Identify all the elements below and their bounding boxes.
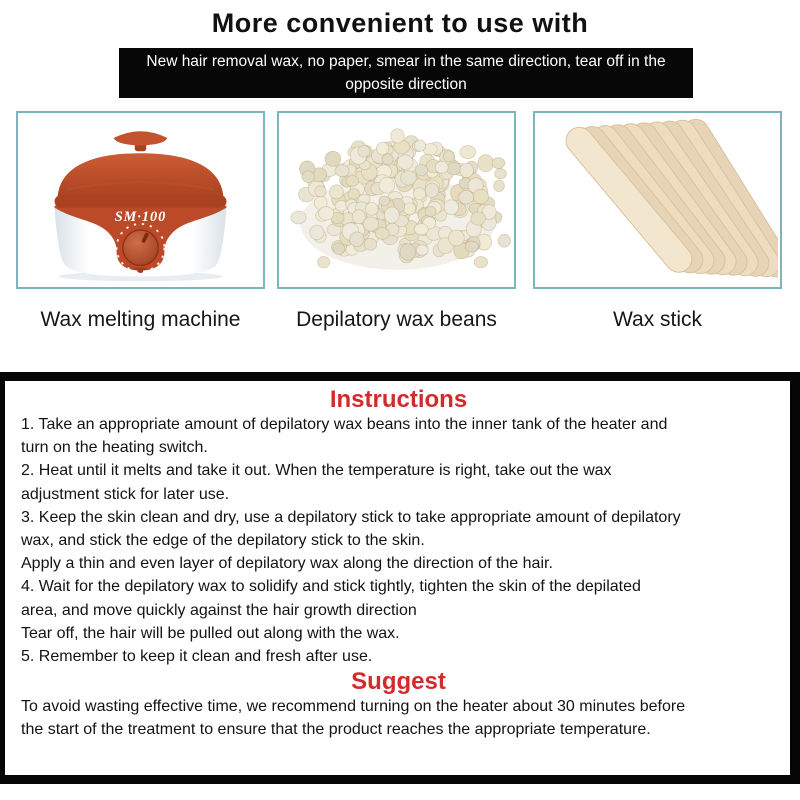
product-caption-beans: Depilatory wax beans [296, 308, 497, 331]
product-card-sticks [533, 111, 782, 289]
instruction-line: Apply a thin and even layer of depilatory wax along the direction of the hair. [21, 555, 553, 573]
instruction-line: Tear off, the hair will be pulled out along with the wax. [21, 624, 400, 642]
wax-melting-machine-image [20, 115, 261, 285]
suggest-line: To avoid wasting effective time, we recommend turning on the heater about 30 minutes before [21, 698, 686, 716]
banner-text-line-2: opposite direction [345, 76, 467, 93]
instructions-panel [0, 372, 800, 784]
instruction-line: 4. Wait for the depilatory wax to solidify and stick tightly, tighten the skin of the depilated [21, 578, 641, 596]
instruction-line: 3. Keep the skin clean and dry, use a depilatory stick to take appropriate amount of depilatory [21, 508, 681, 526]
banner-text-line-1: New hair removal wax, no paper, smear in the same direction, tear off in the [146, 53, 666, 70]
product-card-beans [277, 111, 516, 289]
product-caption-sticks: Wax stick [612, 308, 703, 331]
page-title: More convenient to use with [211, 8, 589, 38]
product-caption-machine: Wax melting machine [40, 308, 241, 331]
instruction-line: 2. Heat until it melts and take it out. When the temperature is right, take out the wax [21, 462, 612, 480]
instruction-line: wax, and stick the edge of the depilatory stick to the skin. [21, 532, 425, 550]
instructions-title: Instructions [329, 386, 468, 413]
suggest-line: the start of the treatment to ensure that the product reaches the appropriate temperature. [21, 721, 651, 739]
suggest-title: Suggest [351, 668, 446, 696]
instruction-line: adjustment stick for later use. [21, 485, 230, 503]
instruction-line: area, and move quickly against the hair growth direction [21, 601, 417, 619]
banner [119, 48, 693, 98]
instruction-line: 5. Remember to keep it clean and fresh after use. [21, 648, 373, 666]
instruction-line: turn on the heating switch. [21, 439, 208, 457]
wax-sticks-image [537, 115, 778, 285]
machine-logo-text: SM·100 [114, 209, 167, 226]
product-card-machine [16, 111, 265, 289]
wax-beans-image [281, 115, 512, 285]
instruction-line: 1. Take an appropriate amount of depilatory wax beans into the inner tank of the heater and [21, 416, 668, 433]
